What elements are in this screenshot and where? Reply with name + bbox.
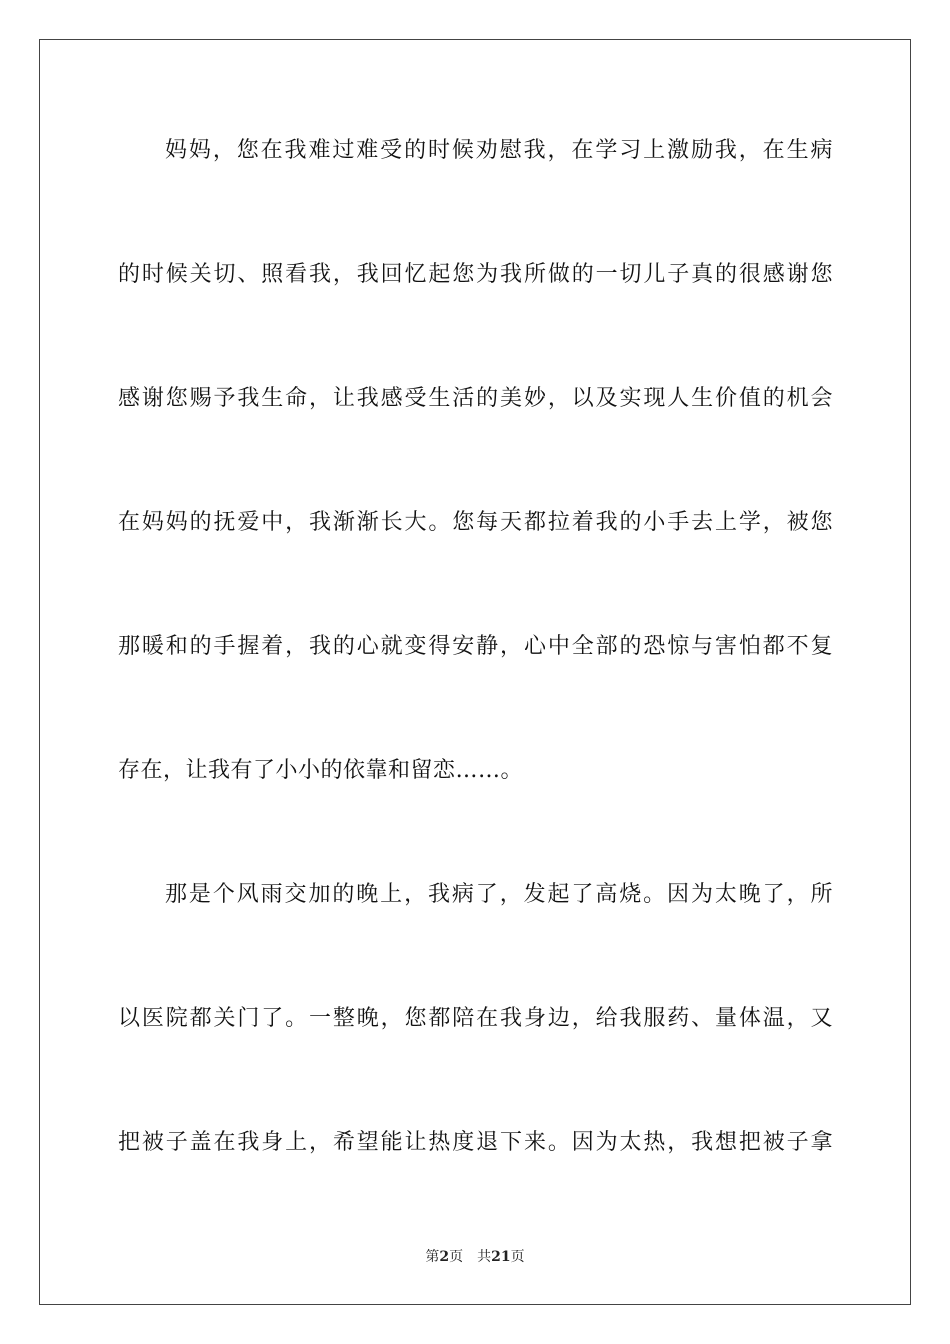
paragraph-line: 的时候关切、照看我，我回忆起您为我所做的一切儿子真的很感谢您 — [118, 262, 833, 287]
page-suffix: 页 — [449, 1249, 464, 1265]
page-total: 21 — [491, 1249, 511, 1265]
page-current: 2 — [439, 1249, 450, 1265]
paragraph-line: 以医院都关门了。一整晚，您都陪在我身边，给我服药、量体温，又 — [118, 1006, 833, 1031]
paragraph-line: 在妈妈的抚爱中，我渐渐长大。您每天都拉着我的小手去上学，被您 — [118, 510, 833, 535]
paragraph-line: 妈妈，您在我难过难受的时候劝慰我，在学习上激励我，在生病 — [165, 138, 833, 163]
total-suffix: 页 — [510, 1249, 525, 1265]
paragraph-line: 那暖和的手握着，我的心就变得安静，心中全部的恐惊与害怕都不复 — [118, 634, 833, 659]
total-prefix: 共 — [477, 1249, 492, 1265]
page-footer — [0, 1247, 950, 1267]
paragraph-line: 把被子盖在我身上，希望能让热度退下来。因为太热，我想把被子拿 — [118, 1130, 833, 1155]
paragraph-line: 那是个风雨交加的晚上，我病了，发起了高烧。因为太晚了，所 — [165, 882, 833, 907]
paragraph-line: 感谢您赐予我生命，让我感受生活的美妙，以及实现人生价值的机会 — [118, 386, 833, 411]
page-border — [39, 39, 911, 1305]
paragraph-line: 存在，让我有了小小的依靠和留恋……。 — [118, 758, 524, 783]
page-prefix: 第 — [425, 1249, 440, 1265]
